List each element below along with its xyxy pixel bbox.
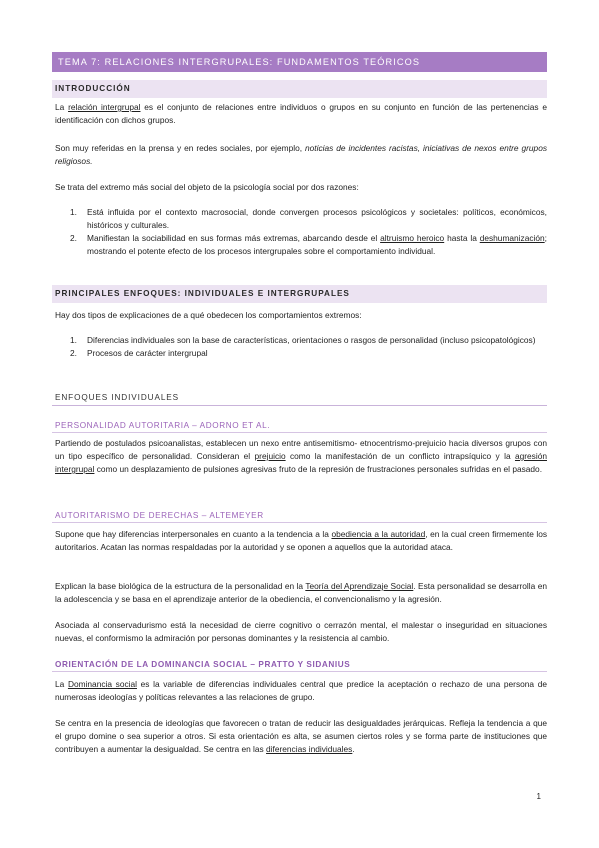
section-heading-enfoques-individuales: ENFOQUES INDIVIDUALES — [52, 390, 547, 406]
term-diferencias-individuales: diferencias individuales — [266, 744, 353, 754]
section-heading-enfoques: PRINCIPALES ENFOQUES: INDIVIDUALES E INTERGRUPALES — [52, 285, 547, 303]
enfoques-list — [52, 334, 547, 360]
term-prejuicio: prejuicio — [254, 451, 286, 461]
section-heading-introduccion: INTRODUCCIÓN — [52, 80, 547, 98]
list-text: Procesos de carácter intergrupal — [87, 348, 208, 358]
list-item — [70, 206, 547, 232]
italic-examples: noticias de incidentes racistas, iniciativas de nexos entre grupos religiosos. — [55, 143, 548, 166]
subsection-heading-autoritarismo-derechas: AUTORITARISMO DE DERECHAS – ALTEMEYER — [52, 508, 547, 523]
term-altruismo-heroico: altruismo heroico — [380, 233, 445, 243]
text-run: . — [352, 744, 355, 754]
term-relacion-intergrupal: relación intergrupal — [68, 102, 141, 112]
list-number: 2. — [70, 348, 77, 358]
list-text: Diferencias individuales son la base de características, orientaciones o rasgos de personalidad (incluso psicopatológicos) — [87, 335, 536, 345]
text-run: Son muy referidas en la prensa y en redes sociales, por ejemplo, — [55, 143, 306, 153]
text-run: como un desplazamiento de pulsiones agresivas fruto de la represión de frustraciones personales sufridas en el pasado. — [94, 464, 543, 474]
text-run: ; mostrando el potente efecto de los procesos intergrupales sobre el comportamiento individual. — [87, 233, 547, 256]
text-run: Manifiestan la sociabilidad en sus formas más extremas, abarcando desde el — [87, 233, 381, 243]
list-item — [70, 232, 547, 258]
enfoques-paragraph: Hay dos tipos de explicaciones de a qué obedecen los comportamientos extremos: — [55, 310, 362, 320]
text-run: Explican la base biológica de la estructura de la personalidad en la — [55, 581, 306, 591]
list-text: Está influida por el contexto macrosocial, donde convergen procesos psicológicos y societales: políticos, económicos, históricos y culturales. — [87, 207, 547, 230]
term-teoria-aprendizaje-social: Teoría del Aprendizaje Social — [305, 581, 414, 591]
page-number: 1 — [536, 792, 541, 801]
term-agresion-intergrupal: agresión intergrupal — [55, 451, 547, 474]
subsection-heading-personalidad-autoritaria: PERSONALIDAD AUTORITARIA – ADORNO ET AL. — [52, 418, 547, 433]
term-dominancia-social: Dominancia social — [67, 679, 137, 689]
intro-paragraph-1 — [52, 101, 547, 127]
list-item — [70, 334, 547, 347]
text-run: Se centra en la presencia de ideologías que favorecen o tratan de reducir las desigualdades jerárquicas. Refleja la tendencia a que el grupo domine o sea superior a otros. Si esta orientación es alta, se asumen ciertos roles y se forma parte de instituciones que contribuyen a aumentar la desigualdad. Se centra en las — [55, 718, 547, 754]
text-run: La — [55, 102, 69, 112]
dominancia-paragraph-2 — [52, 717, 547, 756]
document-title-bar: TEMA 7: RELACIONES INTERGRUPALES: FUNDAMENTOS TEÓRICOS — [52, 52, 547, 72]
intro-reasons-list — [52, 206, 547, 258]
list-number: 1. — [70, 207, 77, 217]
text-run: Partiendo de postulados psicoanalistas, establecen un nexo entre antisemitismo- etnocentrismo-prejuicio hacia diversos grupos con un tipo específico de personalidad. Consideran el — [55, 438, 547, 461]
derechas-paragraph-2 — [52, 580, 547, 606]
text-run: . Esta personalidad se desarrolla en la adolescencia y se basa en el aprendizaje anterior de la obediencia, el convencionalismo y la agresión. — [55, 581, 547, 604]
subsection-heading-dominancia-social: ORIENTACIÓN DE LA DOMINANCIA SOCIAL – PRATTO Y SIDANIUS — [52, 657, 547, 672]
intro-paragraph-3: Se trata del extremo más social del objeto de la psicología social por dos razones: — [55, 182, 359, 192]
text-run: hasta la — [444, 233, 480, 243]
derechas-paragraph-3: Asociada al conservadurismo está la necesidad de cierre cognitivo o cerrazón mental, el malestar o inseguridad en situaciones nuevas, el conformismo la admiración por personas dominantes y la resistencia al cambio. — [55, 620, 547, 643]
intro-paragraph-2 — [52, 142, 547, 168]
text-run: es el conjunto de relaciones entre individuos o grupos en su conjunto en función de las pertenencias e identificación con dichos grupos. — [55, 102, 547, 125]
text-run: Supone que hay diferencias interpersonales en cuanto a la tendencia a la — [55, 529, 332, 539]
list-item — [70, 347, 547, 360]
autoritaria-paragraph — [52, 437, 547, 476]
list-number: 1. — [70, 335, 77, 345]
derechas-paragraph-1 — [52, 528, 547, 554]
text-run: como la manifestación de un conflicto intrapsíquico y la — [285, 451, 515, 461]
text-run: La — [55, 679, 68, 689]
dominancia-paragraph-1 — [52, 678, 547, 704]
text-run: , en la cual creen firmemente los autoritarios. Acatan las normas respaldadas por la autoridad y se oponen a aquellos que la autoridad ataca. — [55, 529, 548, 552]
term-deshumanizacion: deshumanización — [479, 233, 545, 243]
text-run: es la variable de diferencias individuales central que predice la aceptación o rechazo de una persona de numerosas ideologías y políticas relevantes a las relaciones de grupo. — [55, 679, 547, 702]
list-number: 2. — [70, 233, 77, 243]
term-obediencia-autoridad: obediencia a la autoridad — [331, 529, 426, 539]
